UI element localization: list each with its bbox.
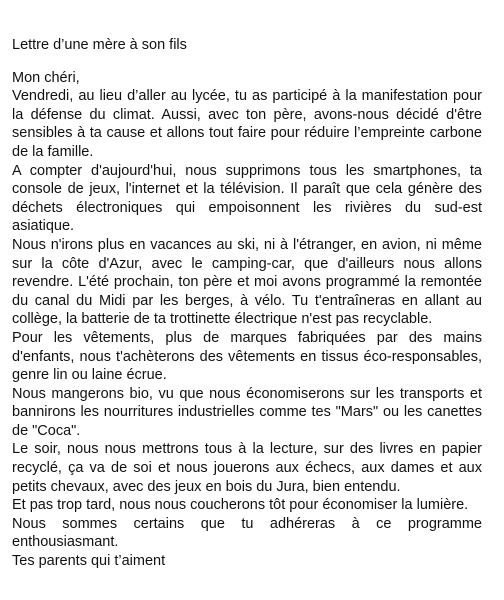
letter-paragraph: Nous mangerons bio, vu que nous économiserons sur les transports et bannirons les nourritures industrielles comme tes "Mars" ou les canettes de "Coca". <box>12 385 482 439</box>
letter-title: Lettre d’une mère à son fils <box>12 37 187 53</box>
letter-paragraph: Nous n'irons plus en vacances au ski, ni à l'étranger, en avion, ni même sur la côte d'Azur, avec le camping-car, que d'ailleurs nous allons revendre. L'été prochain, ton père et moi avons programmé la remontée du canal du Midi par les berges, à vélo. Tu t'entraîneras en allant au collège, la batterie de ta trottinette électrique n'est pas recyclable. <box>12 236 482 328</box>
letter-paragraph: Nous sommes certains que tu adhéreras à ce programme enthousiasmant. <box>12 515 482 551</box>
letter-paragraph: A compter d'aujourd'hui, nous supprimons tous les smartphones, ta console de jeux, l'internet et la télévision. Il paraît que cela génère des déchets électroniques qui empoisonnent les rivières du sud-est asiatique. <box>12 162 482 235</box>
letter-salutation: Mon chéri, <box>12 69 80 86</box>
letter-paragraph: Le soir, nous nous mettrons tous à la lecture, sur des livres en papier recyclé, ça va de soi et nous jouerons aux échecs, aux dames et aux petits chevaux, avec des jeux en bois du Jura, bien entendu. <box>12 441 482 495</box>
letter-page <box>12 36 482 571</box>
letter-signature: Tes parents qui t’aiment <box>12 553 166 570</box>
letter-paragraph: Pour les vêtements, plus de marques fabriquées par des mains d'enfants, nous t'achèterons des vêtements en tissus éco-responsables, genre lin ou laine écrue. <box>12 329 482 384</box>
letter-paragraph: Vendredi, au lieu d’aller au lycée, tu as participé à la manifestation pour la défense du climat. Aussi, avec ton père, avons-nous décidé d'être sensibles à ta cause et allons tout faire pour réduire l’empreinte carbone de la famille. <box>12 88 482 160</box>
letter-paragraph: Et pas trop tard, nous nous coucherons tôt pour économiser la lumière. <box>12 497 469 514</box>
